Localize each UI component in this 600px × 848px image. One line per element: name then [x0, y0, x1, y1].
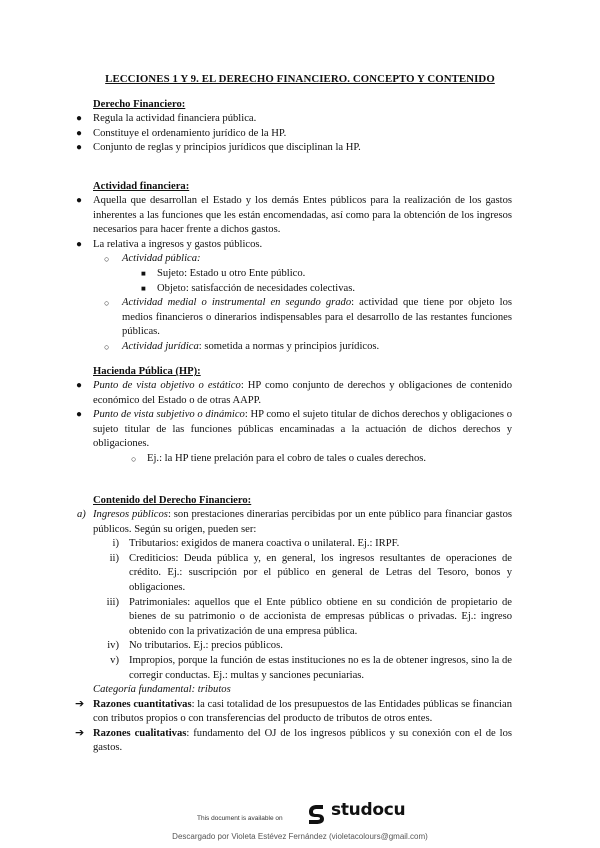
- list-item: ● Regula la actividad financiera pública.: [0, 112, 600, 127]
- list-item: ● Punto de vista objetivo o estático: HP como conjunto de derechos y obligaciones de contenido económico del Estado o de otras AAPP.: [76, 380, 512, 406]
- section-hacienda-publica: [0, 379, 600, 467]
- bullet-dot-icon: ●: [76, 127, 83, 139]
- roman-list-item: ii) Crediticios: Deuda pública y, en general, los ingresos resultantes de operaciones de crédito. Ej.: suscripción por el público en general de Letras del Tesoro, bonos y obligaciones.: [109, 552, 512, 593]
- bullet-dot-icon: ●: [76, 195, 83, 206]
- section-contenido: [0, 508, 600, 683]
- arrow-right-icon: ➔: [75, 696, 85, 710]
- circle-bullet-icon: ○: [104, 298, 110, 309]
- list-item: ● Constituye el ordenamiento jurídico de la HP.: [0, 127, 600, 142]
- heading-hacienda-publica: Hacienda Pública (HP):: [93, 366, 201, 377]
- studocu-logo-icon: [305, 803, 327, 825]
- list-item: a) Ingresos públicos: son prestaciones dinerarias percibidas por un ente público para financiar gastos públicos. Según su origen, pueden ser:: [77, 509, 512, 535]
- list-item: ● Aquella que desarrollan el Estado y los demás Entes públicos para la realización de los gastos inherentes a las funciones que les están encomendadas, así como para la obtención de los ingresos necesarios para hacer frente a dichos gastos.: [76, 195, 512, 236]
- circle-bullet-icon: ○: [104, 254, 110, 265]
- list-item: ● La relativa a ingresos y gastos públicos.: [0, 238, 600, 253]
- heading-derecho-financiero: Derecho Financiero:: [93, 99, 186, 110]
- page-title: LECCIONES 1 Y 9. EL DERECHO FINANCIERO. CONCEPTO Y CONTENIDO: [105, 73, 495, 85]
- list-item: ● Punto de vista subjetivo o dinámico: HP como el sujeto titular de dichos derechos y obligaciones o sujeto titular de las funciones públicas encaminadas a la actuación de dichos derechos y obligaciones.: [76, 409, 512, 450]
- footer-note: This document is available on: [197, 815, 283, 822]
- download-notice: Descargado por Violeta Estévez Fernández (violetacolours@gmail.com): [172, 832, 428, 841]
- sub-list-item: ○ Actividad pública:: [0, 252, 600, 267]
- sub-sub-list-item: ■ Objeto: satisfacción de necesidades colectivas.: [0, 282, 600, 297]
- sub-list-item: ○ Ej.: la HP tiene prelación para el cobro de tales o cuales derechos.: [0, 452, 600, 467]
- list-item: ● Conjunto de reglas y principios jurídicos que disciplinan la HP.: [0, 141, 600, 156]
- sub-sub-list-item: ■ Sujeto: Estado u otro Ente público.: [0, 267, 600, 282]
- heading-actividad-financiera: Actividad financiera:: [93, 181, 190, 192]
- roman-list-item: iv) No tributarios. Ej.: precios públicos.: [107, 640, 283, 652]
- arrow-right-icon: ➔: [75, 725, 85, 739]
- bullet-dot-icon: ●: [76, 238, 83, 250]
- roman-list-item: v) Impropios, porque la función de estas instituciones no es la de obtener ingresos, sino la de corregir conductas. Ej.: multas y sanciones pecuniarias.: [110, 654, 512, 681]
- category-label: Categoría fundamental: tributos: [93, 684, 231, 695]
- bullet-dot-icon: ●: [76, 113, 83, 124]
- section-categoria: [0, 683, 600, 756]
- bullet-dot-icon: ●: [76, 409, 83, 421]
- list-item: ➔ Razones cualitativas: fundamento del OJ de los ingresos públicos y su conexión con el de los gastos.: [75, 725, 512, 754]
- sub-list-item: ○ Actividad jurídica: sometida a normas y principios jurídicos.: [0, 340, 600, 355]
- bullet-dot-icon: ●: [76, 380, 83, 391]
- section-derecho-financiero: [0, 112, 600, 156]
- sub-list-item: ○ Actividad medial o instrumental en segundo grado: actividad que tiene por objeto los medios financieros o dinerarios indispensables para el desarrollo de las restantes funciones públicas.: [104, 297, 512, 338]
- circle-bullet-icon: ○: [104, 341, 110, 352]
- roman-list-item: iii) Patrimoniales: aquellos que el Ente público obtiene en su condición de propietario de bienes de su patrimonio o de accionista de empresas públicas o privadas. Ej.: ingreso obtenido con la privatización de una empresa pública.: [106, 596, 512, 637]
- bullet-dot-icon: ●: [76, 142, 83, 154]
- circle-bullet-icon: ○: [131, 453, 137, 464]
- studocu-brand[interactable]: studocu: [331, 800, 406, 820]
- list-item: ➔ Razones cuantitativas: la casi totalidad de los presupuestos de las Entidades públicas se financian con tributos propios o con transferencias del producto de tributos de otros entes.: [75, 696, 512, 725]
- heading-contenido: Contenido del Derecho Financiero:: [93, 495, 252, 506]
- square-bullet-icon: ■: [141, 268, 146, 278]
- roman-list-item: i) Tributarios: exigidos de manera coactiva o unilateral. Ej.: IRPF.: [112, 538, 400, 550]
- section-actividad-financiera: [0, 194, 600, 355]
- square-bullet-icon: ■: [141, 283, 146, 293]
